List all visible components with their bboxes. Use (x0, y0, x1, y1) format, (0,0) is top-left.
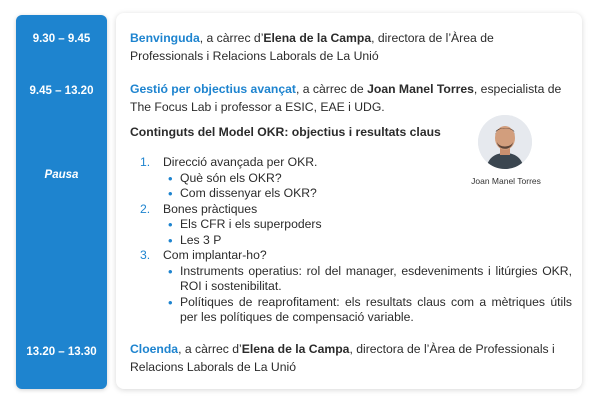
subitem-text: Com dissenyar els OKR? (180, 186, 317, 200)
closing-speaker: Elena de la Campa (241, 342, 350, 356)
subitem-text: Què són els OKR? (180, 170, 282, 185)
welcome-speaker: Elena de la Campa (263, 31, 372, 45)
session-pre: , a càrrec de (295, 82, 368, 96)
closing-post: , directora de l’Àrea de Professionals i Relacions Laborals de La Unió (130, 342, 555, 374)
closing-paragraph (130, 340, 570, 376)
bullet-icon: • (168, 170, 173, 186)
session-speaker: Joan Manel Torres (367, 82, 474, 96)
welcome-pre: , a càrrec d’ (199, 31, 264, 45)
list-item (130, 202, 572, 218)
bullet-icon: • (168, 217, 173, 232)
item-number: 3. (140, 248, 151, 262)
session-paragraph (130, 80, 570, 116)
agenda-list (130, 155, 572, 326)
bullet-icon: • (168, 232, 173, 248)
item-text: Com implantar-ho? (163, 248, 267, 262)
subitem-text: Polítiques de reaprofitament: els resultats claus com a mètriques útils per les polítiques de compensació variable. (180, 294, 572, 324)
list-subitem (130, 171, 572, 187)
subitem-text: Els CFR i els superpoders (180, 217, 322, 231)
list-subitem (130, 217, 572, 233)
bullet-icon: • (168, 186, 173, 201)
closing-pre: , a càrrec d’ (178, 342, 242, 356)
schedule-time-column (16, 15, 107, 389)
time-welcome: 9.30 – 9.45 (32, 33, 91, 45)
welcome-title: Benvinguda (130, 31, 200, 45)
time-session: 9.45 – 13.20 (29, 85, 94, 97)
list-subitem (130, 233, 572, 249)
list-subitem (130, 295, 572, 326)
item-text: Bones pràctiques (163, 201, 258, 216)
time-pausa: Pausa (44, 169, 79, 181)
item-number: 1. (140, 155, 151, 169)
contents-heading: Continguts del Model OKR: objectius i resultats claus (130, 125, 441, 139)
subitem-text: Instruments operatius: rol del manager, esdeveniments i litúrgies OKR, ROI i sostenibilitat. (180, 263, 572, 293)
bullet-icon: • (168, 294, 173, 310)
session-post: , especialista de The Focus Lab i professor a ESIC, EAE i UDG. (130, 82, 562, 114)
closing-title: Cloenda (130, 342, 179, 356)
subitem-text: Les 3 P (180, 232, 222, 247)
item-number: 2. (140, 201, 151, 216)
session-title: Gestió per objectius avançat (130, 82, 296, 96)
time-closing: 13.20 – 13.30 (26, 346, 97, 358)
list-subitem (130, 186, 572, 202)
list-item (130, 248, 572, 264)
welcome-post: , directora de l’Àrea de Professionals i Relacions Laborals de La Unió (130, 31, 494, 63)
item-text: Direcció avançada per OKR. (163, 155, 318, 169)
welcome-paragraph (130, 29, 570, 65)
program-card (116, 13, 582, 389)
photo-caption: Joan Manel Torres (471, 176, 541, 186)
list-item (130, 155, 572, 171)
list-subitem (130, 264, 572, 295)
bullet-icon: • (168, 263, 173, 279)
